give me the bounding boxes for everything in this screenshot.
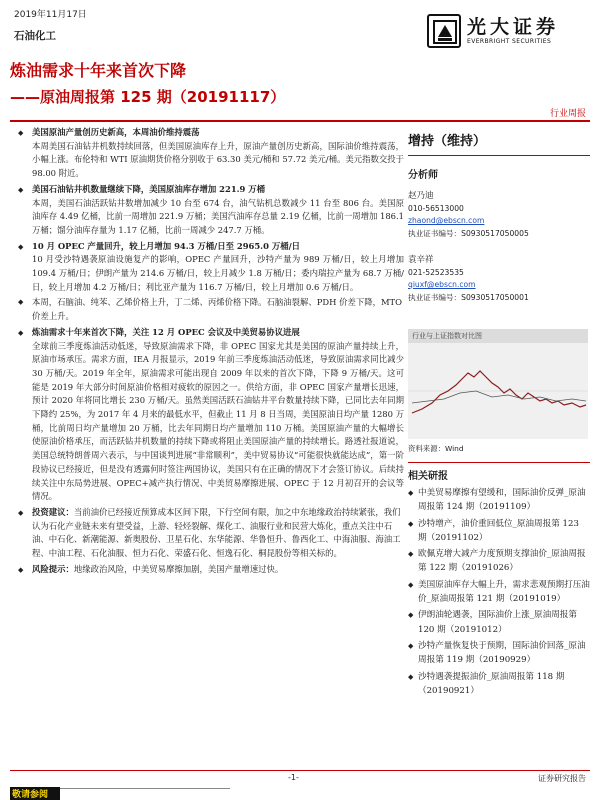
related-report-link[interactable]: ◆ 伊朗油轮遇袭，国际油价上涨_原油周报第 120 期（20191012） xyxy=(408,608,590,637)
related-report-link[interactable]: ◆ 美国原油库存大幅上升，需求悲观预期打压油价_原油周报第 121 期（20191019） xyxy=(408,578,590,607)
section-paragraph: 全球前三季度炼油活动低迷，导致原油需求下降，非 OPEC 国家尤其是美国的原油产量持续上升，原油市场承压。需求方面，IEA 月报显示，2019 年前三季度炼油活动低迷，导致原油需求同比减少 30 万桶/天。2019 年全年，原油需求可能出现自 2009 年以来的首次下降，下降 9 万桶/天。这可能是 2019 年大部分时间原油价格相对疲软的原因之一。供给方面，非 OPEC 国家产量增长迅速，预计 2020 年将同比增长 230 万桶/天。虽然美国活跃石油钻井平台数量持续下降，已同比去年同期下降约 25%，为 2017 年 4 月来的最低水平，但截止 11 月 8 日当周，美国原油日均产量 1280 万桶，比前周日均产量增加 20 万桶，比去年同期日均产量增加 110 万桶。美国原油产量的大幅增长使原油价格承压，而活跃钻井机数量的持续下降或将阻止美国原油产量的持续增长。路透社报道说，美国总统特朗普周六表示，与中国谈判进展“非常顺利”，美中贸易协议“可能很快就能达成”，第一阶段协议已经接近，但是没有透露何时签注两国协议，美国只有在正确的情况下才会签订协议。后续持续关注中东局势进展、OPEC+减产执行情况、中美贸易摩擦进展、OPEC 于 12 月初召开的会议等情况。 xyxy=(32,340,404,502)
logo-text: 光大证券 xyxy=(467,16,560,38)
report-date: 2019年11月17日 xyxy=(14,10,87,20)
analyst-phone: 021-52523535 xyxy=(408,268,464,277)
section-heading: ◆ 美国原油产量创历史新高，本周油价维持震荡 xyxy=(12,126,404,140)
analyst-cert: 执业证书编号：S0930517050005 xyxy=(408,229,529,238)
page-title: 炼油需求十年来首次下降 xyxy=(10,61,187,80)
main-content xyxy=(12,124,404,577)
section-paragraph: 本周，美国石油活跃钻井数增加减少 10 台至 674 台，油气钻机总数减少 11 台至 806 台。美国原油库存 4.49 亿桶，比前一周增加 221.9 万桶；美国汽油库存总量 2.19 亿桶，比前一周增加 186.1 万桶；馏分油库存量为 1.17 亿桶，比前一周减少 247.7 万桶。 xyxy=(32,197,404,235)
analyst-name: 袁辛祥 xyxy=(408,255,434,265)
chart-plot xyxy=(408,343,588,439)
sidebar-divider xyxy=(408,462,590,463)
section-paragraph: 10 月受沙特遇袭原油设施复产的影响，OPEC 产量回升，沙特产量为 989 万桶/日，较上月增加 109.4 万桶/日；伊朗产量为 214.6 万桶/日，较上月减少 1.8 万桶/日；委内瑞拉产量为 68.7 万桶/日，较上月增加 4.2 万桶/日；利比亚产量为 116.7 万桶/日，较上月增加 0.6 万桶/日。 xyxy=(32,254,404,292)
company-logo xyxy=(427,14,593,48)
sidebar xyxy=(408,124,590,700)
industry-label: 石油化工 xyxy=(14,30,56,42)
section-paragraph: 本周美国石油钻井机数持续回落，但美国原油库存上升，原油产量创历史新高，国际油价维持震荡，小幅上涨。布伦特和 WTI 原油期货价格分别收于 63.30 美元/桶和 57.72 美元/桶。美元指数交投于 98.00 附近。 xyxy=(32,140,404,179)
section-heading: ◆ 本周，石脑油、纯苯、乙烯价格上升，丁二烯、丙烯价格下降。石脑油裂解、PDH 价差下降，MTO 价差上升。 xyxy=(12,296,404,323)
analyst-heading: 分析师 xyxy=(408,170,438,181)
analyst-email-link[interactable]: qiuxf@ebscn.com xyxy=(408,280,476,289)
logo-mark-icon xyxy=(427,14,461,48)
rating-badge: 增持（维持） xyxy=(408,134,487,149)
related-report-link[interactable]: ◆ 沙特遇袭提振油价_原油周报第 118 期（20190921） xyxy=(408,670,590,699)
related-report-link[interactable]: ◆ 沙特产量恢复快于预期，国际油价回落_原油周报第 119 期（20190929） xyxy=(408,639,590,668)
section-heading: ◆ 10 月 OPEC 产量回升，较上月增加 94.3 万桶/日至 2965.0 万桶/日 xyxy=(12,240,404,254)
series-industry-line xyxy=(412,371,586,413)
related-report-link[interactable]: ◆ 中美贸易摩擦有望缓和，国际油价反弹_原油周报第 124 期（20191109） xyxy=(408,486,590,515)
header-divider xyxy=(10,120,590,122)
logo-subtext: EVERBRIGHT SECURITIES xyxy=(467,38,552,45)
section-heading: ◆ 炼油需求十年来首次下降，关注 12 月 OPEC 会议及中美贸易协议进展 xyxy=(12,326,404,340)
related-report-link[interactable]: ◆ 欧佩克增大减产力度预期支撑油价_原油周报第 122 期（20191026） xyxy=(408,547,590,576)
footer-disclaimer-tag: 敬请参阅 xyxy=(10,787,60,800)
risk-note-text: 地缘政治风险，中美贸易摩擦加剧，美国产量增速过快。 xyxy=(73,563,284,574)
investment-advice-label: 投资建议： xyxy=(32,506,74,517)
section-heading: ◆ 美国石油钻井机数量继续下降，美国原油库存增加 221.9 万桶 xyxy=(12,183,404,197)
analyst-phone: 010-56513000 xyxy=(408,204,464,213)
chart-title: 行业与上证指数对比图 xyxy=(412,332,482,340)
footer-rule xyxy=(60,788,230,789)
related-report-link[interactable]: ◆ 沙特增产，油价重回低位_原油周报第 123 期（20191102） xyxy=(408,517,590,546)
analyst-email-link[interactable]: zhaond@ebscn.com xyxy=(408,216,485,225)
investment-advice xyxy=(12,506,404,561)
related-heading: 相关研报 xyxy=(408,471,448,482)
analyst-cert: 执业证书编号：S0930517050001 xyxy=(408,293,529,302)
related-list xyxy=(408,486,590,698)
chart-source: 资料来源：Wind xyxy=(408,444,464,453)
sidebar-divider xyxy=(408,155,590,156)
investment-advice-text: 当前油价已经接近预算成本区间下限，下行空间有限，加之中东地缘政治持续紧张，我们认为石化产业链未来有望受益，上游、轻烃裂解、煤化工、油服行业和民营大炼化，重点关注中石油、中石化、新潮能源、新奥股份、卫星石化、东华能源、华鲁恒升、鲁西化工、中海油服、海油工程、中油工程、石化油服、恒力石化、荣盛石化、恒逸石化、桐昆股份等相关标的。 xyxy=(32,506,401,559)
report-type: 行业周报 xyxy=(549,109,586,119)
footer-label: 证券研究报告 xyxy=(538,774,586,783)
risk-note xyxy=(12,563,404,577)
page-subtitle: ——原油周报第 125 期（20191117） xyxy=(10,88,286,106)
footer-divider xyxy=(10,770,590,771)
page-number: -1- xyxy=(288,773,299,782)
index-comparison-chart xyxy=(408,329,588,439)
analyst-name: 赵乃迪 xyxy=(408,191,434,201)
risk-note-label: 风险提示： xyxy=(32,563,74,574)
